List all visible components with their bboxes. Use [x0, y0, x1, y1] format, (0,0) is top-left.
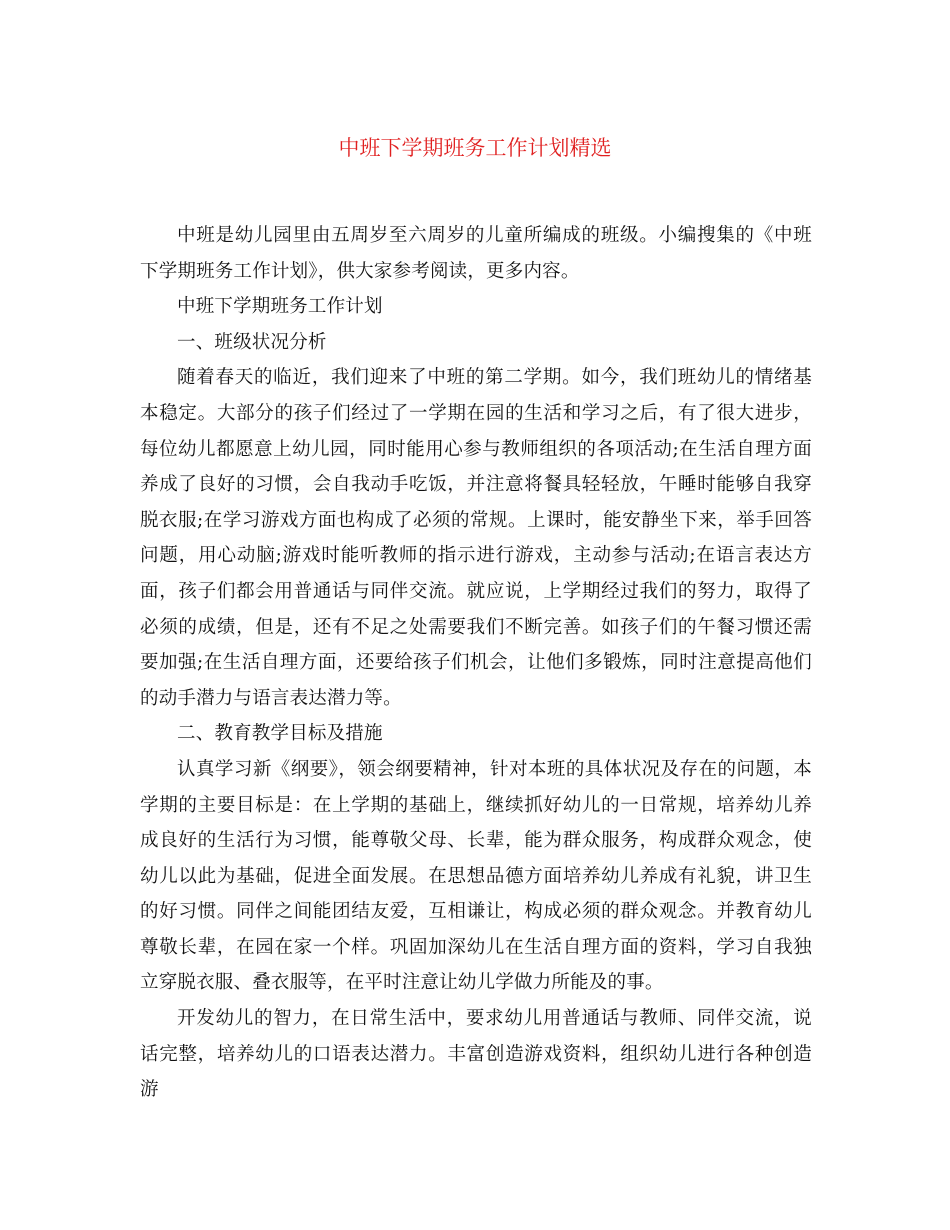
intro-paragraph: 中班是幼儿园里由五周岁至六周岁的儿童所编成的班级。小编搜集的《中班下学期班务工作计划》，供大家参考阅读，更多内容。 [140, 225, 812, 282]
section-1-paragraph: 随着春天的临近，我们迎来了中班的第二学期。如今，我们班幼儿的情绪基本稳定。大部分的孩子们经过了一学期在园的生活和学习之后，有了很大进步，每位幼儿都愿意上幼儿园，同时能用心参与教师组织的各项活动;在生活自理方面养成了良好的习惯，会自我动手吃饭，并注意将餐具轻轻放，午睡时能够自我穿脱衣服;在学习游戏方面也构成了必须的常规。上课时，能安静坐下来，举手回答问题，用心动脑;游戏时能听教师的指示进行游戏，主动参与活动;在语言表达方面，孩子们都会用普通话与同伴交流。就应说，上学期经过我们的努力，取得了必须的成绩，但是，还有不足之处需要我们不断完善。如孩子们的午餐习惯还需要加强;在生活自理方面，还要给孩子们机会，让他们多锻炼，同时注意提高他们的动手潜力与语言表达潜力等。 [140, 367, 812, 709]
section-2-paragraph-1: 认真学习新《纲要》，领会纲要精神，针对本班的具体状况及存在的问题，本学期的主要目标是：在上学期的基础上，继续抓好幼儿的一日常规，培养幼儿养成良好的生活行为习惯，能尊敬父母、长辈，能为群众服务，构成群众观念，使幼儿以此为基础，促进全面发展。在思想品德方面培养幼儿养成有礼貌，讲卫生的好习惯。同伴之间能团结友爱，互相谦让，构成必须的群众观念。并教育幼儿尊敬长辈，在园在家一个样。巩固加深幼儿在生活自理方面的资料，学习自我独立穿脱衣服、叠衣服等，在平时注意让幼儿学做力所能及的事。 [140, 758, 812, 994]
document-body [140, 218, 812, 1108]
document-title: 中班下学期班务工作计划精选 [338, 136, 612, 160]
section-heading-2: 二、教育教学目标及措施 [177, 723, 383, 745]
section-heading-1: 一、班级状况分析 [177, 331, 327, 353]
plan-heading: 中班下学期班务工作计划 [177, 296, 383, 318]
section-2-paragraph-2: 开发幼儿的智力，在日常生活中，要求幼儿用普通话与教师、同伴交流，说话完整，培养幼儿的口语表达潜力。丰富创造游戏资料，组织幼儿进行各种创造游 [140, 1008, 812, 1101]
